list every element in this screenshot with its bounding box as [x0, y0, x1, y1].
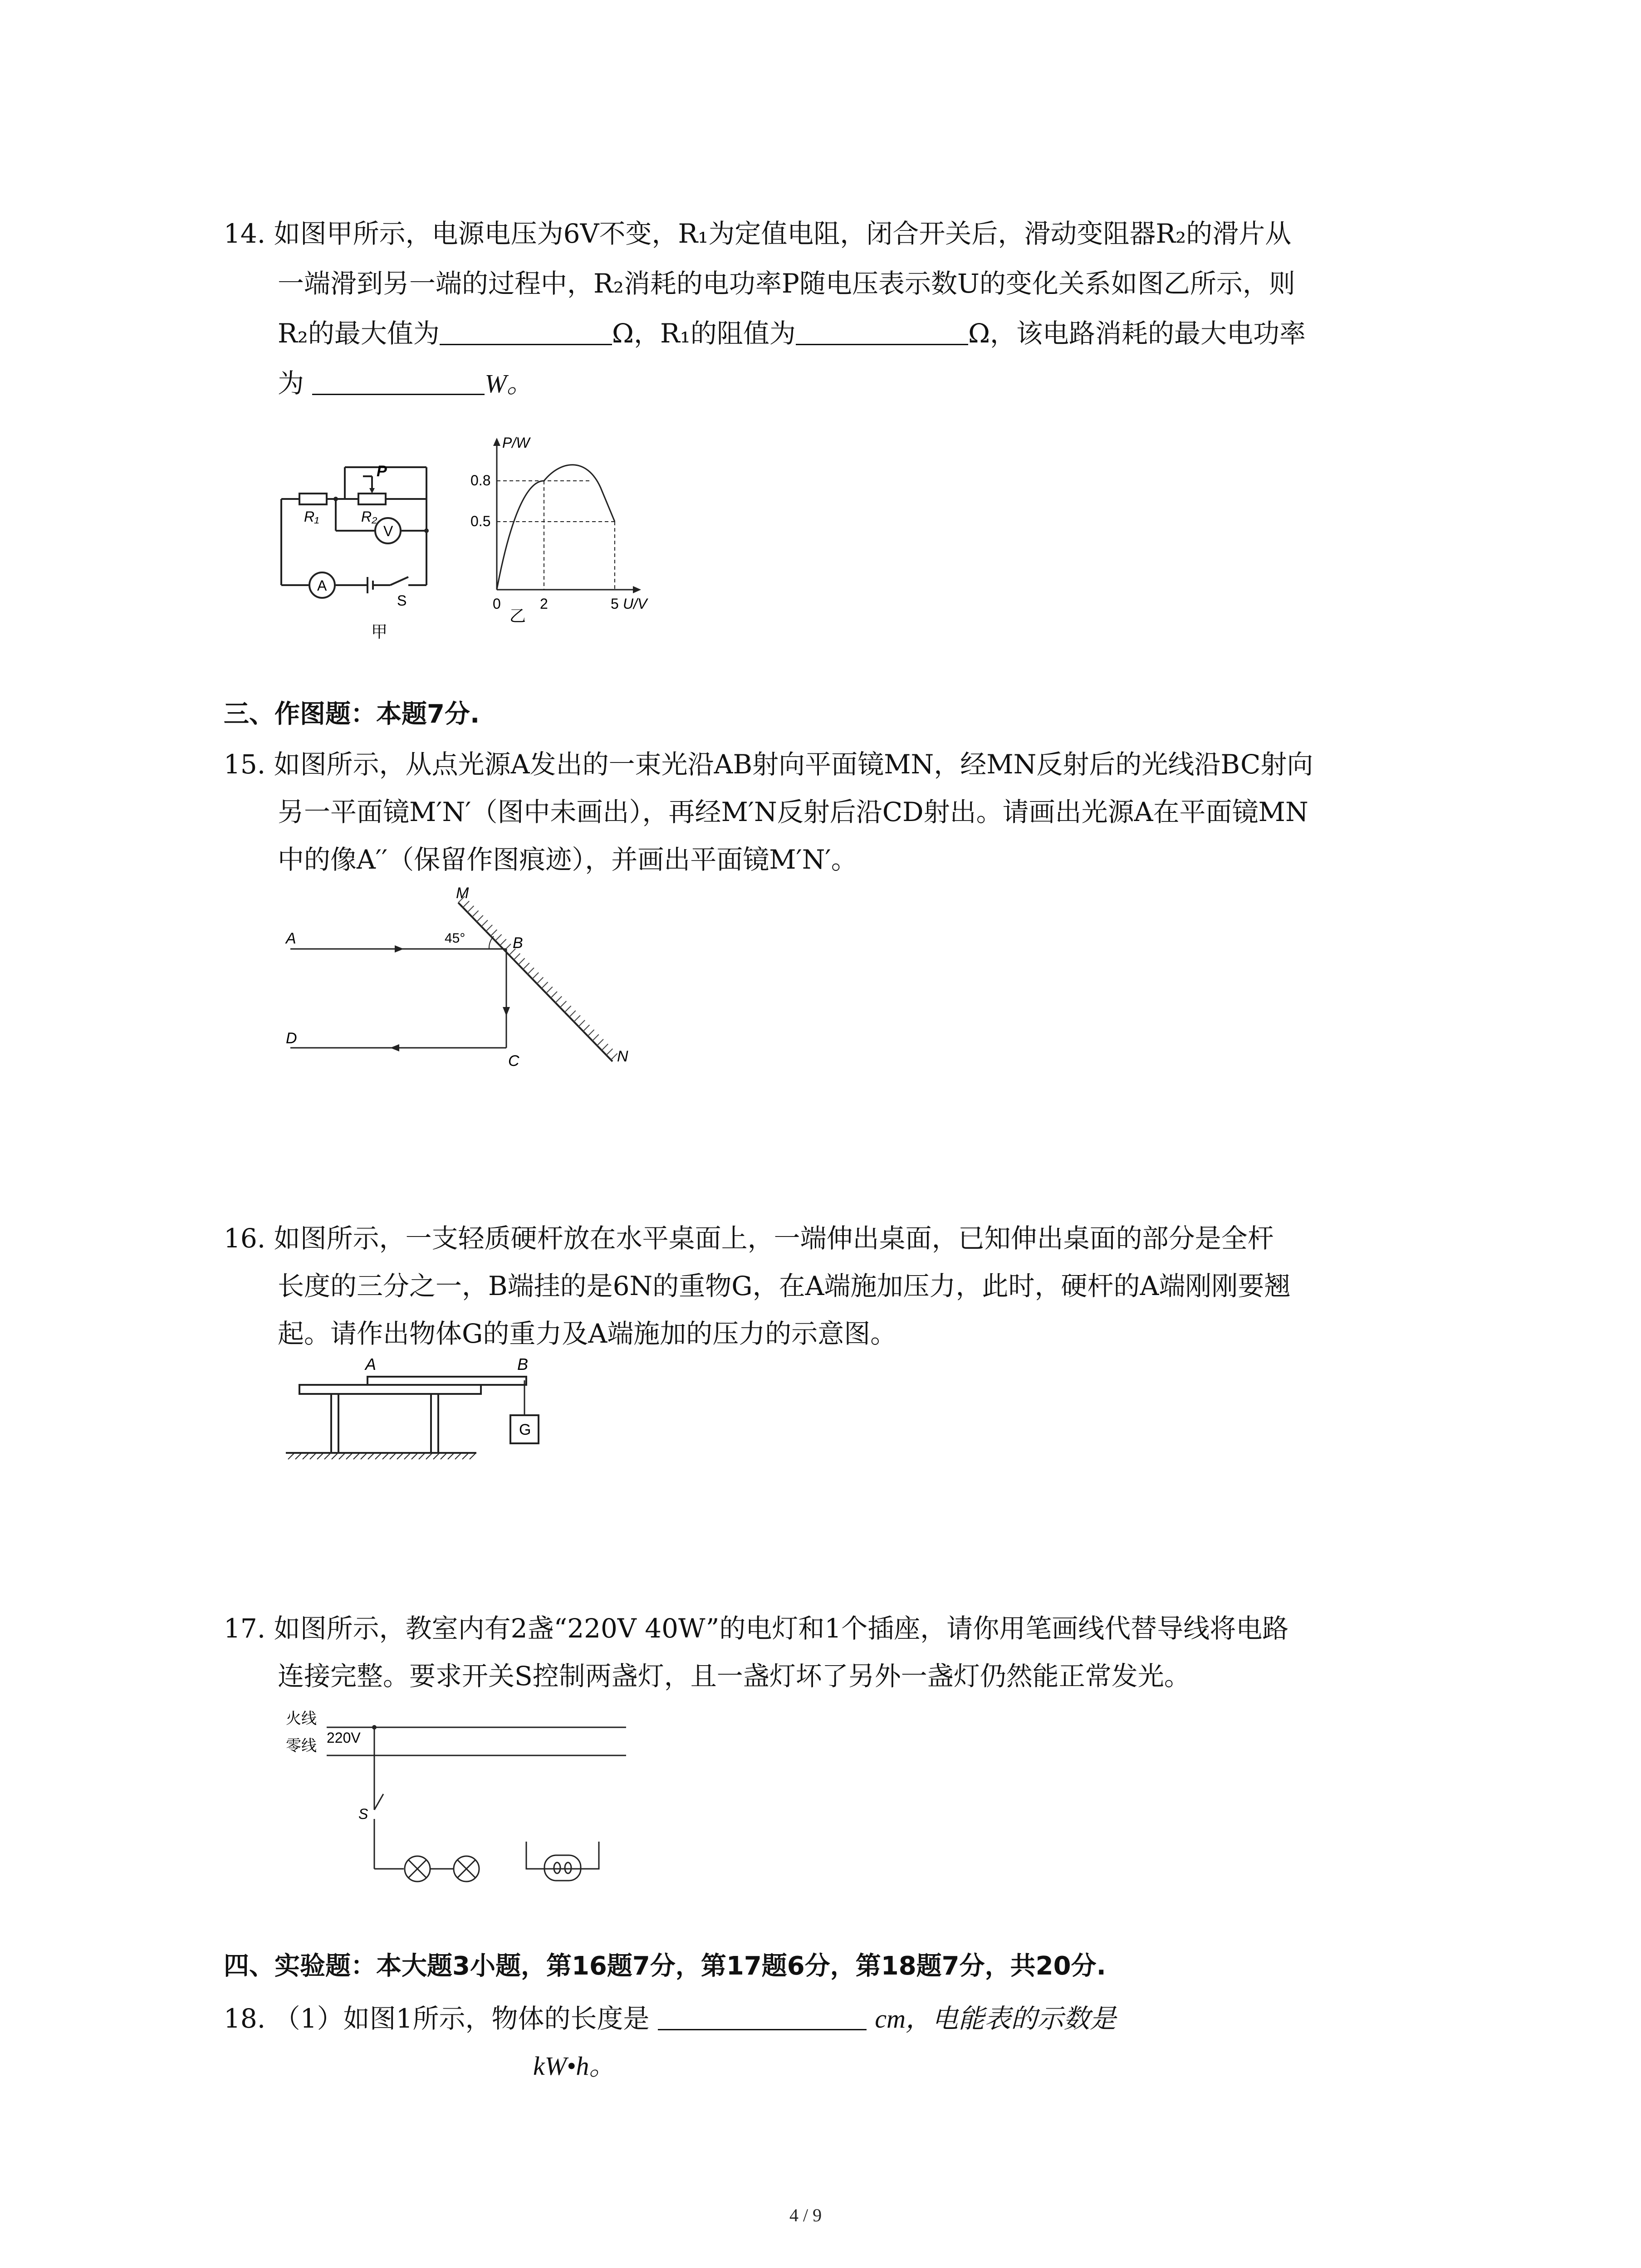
q17-line1: 17. 如图所示，教室内有2盏“220V 40W”的电灯和1个插座，请你用笔画线代替导线将电路: [224, 1613, 1289, 1644]
x-axis-label: U/V: [623, 596, 647, 612]
switch-s: [390, 577, 408, 585]
caption-jia: 甲: [371, 622, 388, 641]
label-b: B: [513, 934, 523, 952]
q15-line2: 另一平面镜M′N′（图中未画出），再经M′N反射后沿CD射出。请画出光源A在平面镜MN: [278, 797, 1308, 827]
x-tick-label: 2: [540, 596, 548, 612]
household-circuit-diagram: [281, 1706, 644, 1914]
label-p: P: [377, 463, 387, 480]
rod: [367, 1377, 526, 1385]
label-g: G: [519, 1421, 531, 1438]
q16-line3: 起。请作出物体G的重力及A端施加的压力的示意图。: [278, 1318, 897, 1349]
x-tick-label: 0: [493, 596, 501, 612]
label-live: 火线: [286, 1710, 317, 1727]
section-3-title: 三、作图题：本题7分.: [224, 699, 480, 729]
label-m: M: [456, 885, 469, 902]
answer-blank-r1[interactable]: [796, 320, 968, 345]
label-s: S: [397, 592, 407, 609]
q18-line1: [224, 2003, 1116, 2035]
label-a: A: [286, 930, 296, 947]
q18-line1-a: 18. （1）如图1所示，物体的长度是: [224, 2003, 650, 2034]
x-tick-label: 5: [611, 596, 619, 612]
power-voltage-graph-yi: [460, 433, 651, 651]
label-r2: R₂: [361, 508, 377, 525]
label-a: A: [365, 1355, 377, 1374]
q14-line3-b: Ω，R₁的阻值为: [612, 318, 796, 349]
label-d: D: [286, 1030, 297, 1047]
q17-line2: 连接完整。要求开关S控制两盏灯，且一盏灯坏了另外一盏灯仍然能正常发光。: [278, 1661, 1190, 1691]
power-curve: [497, 465, 615, 590]
label-v: V: [383, 523, 393, 539]
q14-line2: 一端滑到另一端的过程中，R₂消耗的电功率P随电压表示数U的变化关系如图乙所示，则: [278, 268, 1295, 299]
label-220v: 220V: [327, 1730, 361, 1746]
q18-line1-b: cm，电能表的示数是: [875, 2004, 1116, 2033]
label-b: B: [517, 1355, 529, 1374]
q16-line1: 16. 如图所示，一支轻质硬杆放在水平桌面上，一端伸出桌面，已知伸出桌面的部分是全杆: [224, 1223, 1274, 1254]
label-r1: R₁: [304, 508, 319, 525]
page-number: 4 / 9: [789, 2205, 822, 2225]
mirror-diagram: [272, 880, 662, 1098]
q16-line2: 长度的三分之一，B端挂的是6N的重物G，在A端施加压力，此时，硬杆的A端刚刚要翘: [278, 1271, 1291, 1301]
resistor-r2: [358, 494, 386, 504]
q14-line4: [278, 367, 533, 400]
q14-line4-a: 为: [278, 368, 304, 399]
answer-blank-max-power[interactable]: [312, 370, 485, 395]
y-axis-label: P/W: [502, 435, 530, 451]
section-4-title: 四、实验题：本大题3小题，第16题7分，第17题6分，第18题7分，共20分.: [224, 1951, 1106, 1981]
socket: [544, 1855, 581, 1881]
label-neutral: 零线: [286, 1737, 317, 1755]
y-axis-arrow: [493, 438, 500, 446]
q18-line2: kW•h。: [533, 2051, 616, 2081]
switch-s: [374, 1794, 383, 1810]
resistor-r1: [299, 494, 327, 504]
y-tick-label: 0.5: [470, 513, 491, 529]
label-a: A: [317, 577, 327, 594]
q14-line3: [278, 318, 1306, 349]
y-tick-label: 0.8: [470, 472, 491, 489]
q15-line1: 15. 如图所示，从点光源A发出的一束光沿AB射向平面镜MN，经MN反射后的光线沿BC射向: [224, 749, 1313, 780]
q15-line3: 中的像A′′（保留作图痕迹），并画出平面镜M′N′。: [278, 844, 857, 875]
lever-table-diagram: [277, 1354, 594, 1481]
label-s: S: [358, 1806, 368, 1822]
q14-line3-c: Ω，该电路消耗的最大电功率: [968, 318, 1306, 349]
label-c: C: [508, 1052, 519, 1070]
label-angle: 45°: [445, 931, 465, 946]
q14-line4-b: W。: [485, 369, 533, 398]
answer-blank-length[interactable]: [658, 2005, 867, 2030]
q14-line3-a: R₂的最大值为: [278, 318, 440, 349]
table-top: [299, 1385, 481, 1394]
x-axis-arrow: [633, 586, 641, 593]
caption-yi: 乙: [509, 606, 526, 625]
label-n: N: [617, 1048, 628, 1065]
answer-blank-r2-max[interactable]: [440, 320, 612, 345]
q14-line1: 14. 如图甲所示，电源电压为6V不变，R₁为定值电阻，闭合开关后，滑动变阻器R₂的滑片从: [224, 218, 1292, 249]
